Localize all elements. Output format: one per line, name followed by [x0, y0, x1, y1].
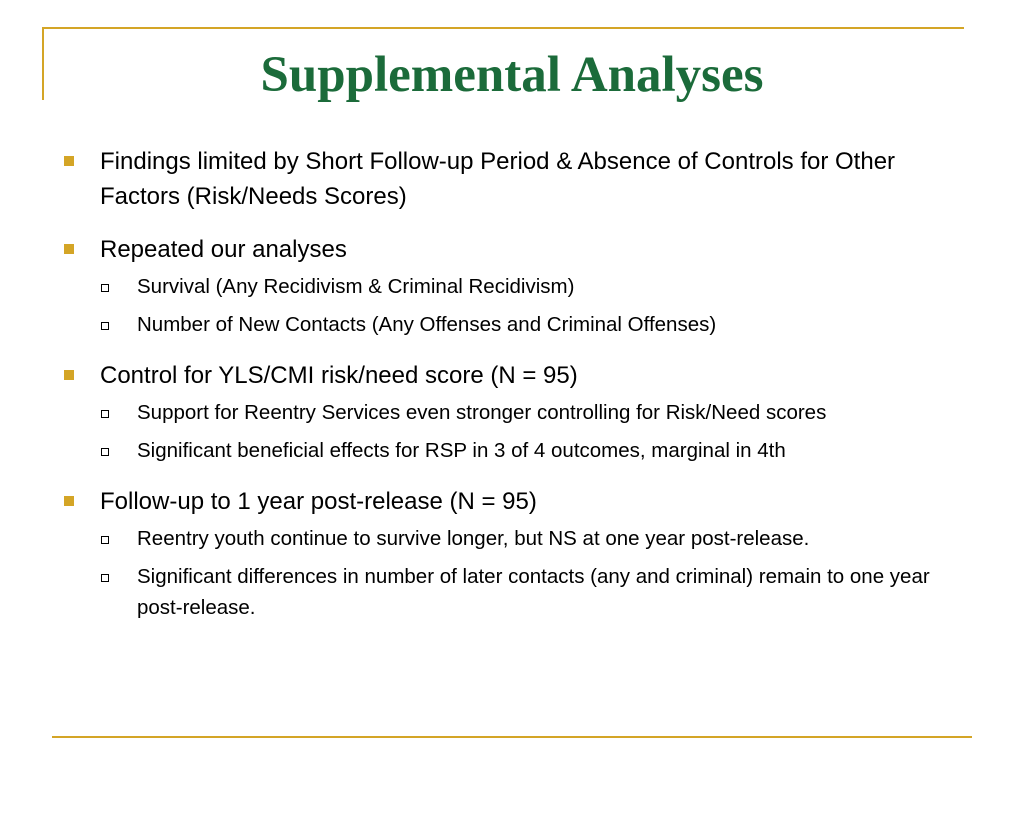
square-bullet-icon	[64, 370, 74, 380]
bullet-item	[60, 484, 980, 519]
square-bullet-icon	[64, 244, 74, 254]
sub-bullet-item	[60, 309, 980, 340]
hollow-square-bullet-icon	[101, 284, 109, 292]
sub-bullet-item	[60, 397, 980, 428]
sub-bullet-text: Significant differences in number of later contacts (any and criminal) remain to one year post-release.	[137, 565, 930, 619]
sub-bullet-item	[60, 523, 980, 554]
sub-bullet-text: Reentry youth continue to survive longer, but NS at one year post-release.	[137, 527, 810, 550]
sub-bullet-item	[60, 271, 980, 302]
bullet-text: Control for YLS/CMI risk/need score (N = 95)	[100, 362, 578, 389]
bullet-group-3	[60, 358, 980, 466]
hollow-square-bullet-icon	[101, 322, 109, 330]
hollow-square-bullet-icon	[101, 536, 109, 544]
sub-bullet-item	[60, 561, 980, 623]
bullet-group-4	[60, 484, 980, 623]
frame-top-rule	[42, 27, 964, 29]
bullet-group-2	[60, 232, 980, 340]
bullet-text: Findings limited by Short Follow-up Period & Absence of Controls for Other Factors (Risk/Needs Scores)	[100, 148, 896, 210]
bullet-item	[60, 144, 980, 214]
sub-bullet-text: Survival (Any Recidivism & Criminal Recidivism)	[137, 275, 575, 298]
frame-bottom-rule	[52, 736, 972, 738]
sub-bullet-item	[60, 435, 980, 466]
bullet-text: Follow-up to 1 year post-release (N = 95)	[100, 488, 537, 515]
sub-bullet-text: Number of New Contacts (Any Offenses and Criminal Offenses)	[137, 313, 717, 336]
bullet-item	[60, 358, 980, 393]
hollow-square-bullet-icon	[101, 410, 109, 418]
slide-body	[60, 144, 980, 641]
square-bullet-icon	[64, 496, 74, 506]
sub-bullet-text: Significant beneficial effects for RSP in 3 of 4 outcomes, marginal in 4th	[137, 439, 786, 462]
bullet-text: Repeated our analyses	[100, 236, 347, 263]
hollow-square-bullet-icon	[101, 448, 109, 456]
slide-title: Supplemental Analyses	[260, 47, 764, 103]
bullet-group-1	[60, 144, 980, 214]
hollow-square-bullet-icon	[101, 574, 109, 582]
sub-bullet-text: Support for Reentry Services even stronger controlling for Risk/Need scores	[137, 401, 827, 424]
square-bullet-icon	[64, 156, 74, 166]
bullet-item	[60, 232, 980, 267]
